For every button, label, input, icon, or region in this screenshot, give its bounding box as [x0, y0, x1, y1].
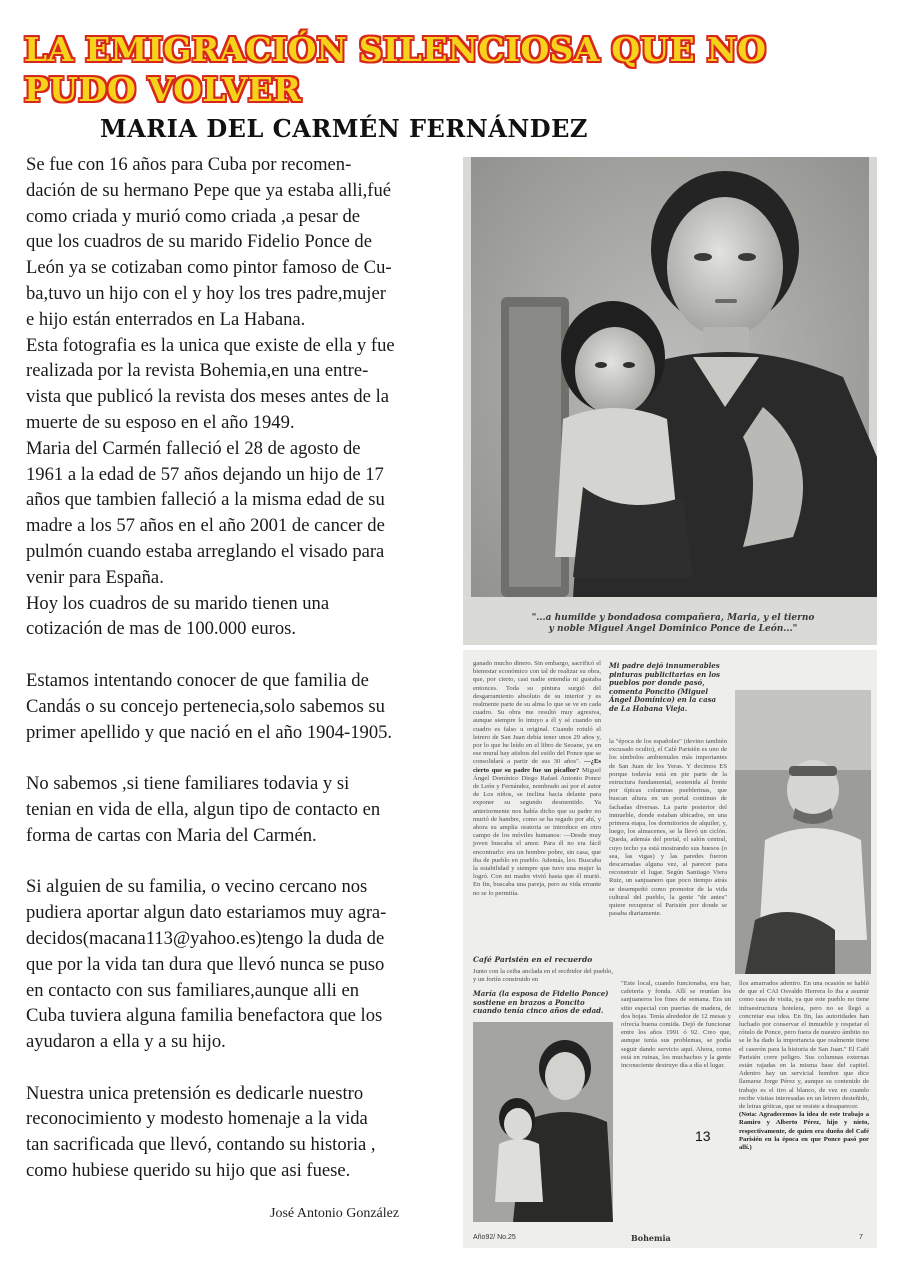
body-line: Nuestra unica pretensión es dedicarle nuestro [26, 1082, 364, 1104]
clip-column-2 [609, 738, 727, 918]
body-blank-line [26, 745, 446, 771]
clip-col1-end: —Desde muy joven buscaba el amor. Para él no era fácil encontrarlo: era un hombre pobre, sin casa, que iba de pueblo en pueblo. Además, leo. Buscaba la estabilidad y siempre que tuvo una mujer la logró. Con mi madre vivió hasta que él murió. En fin, buscaba una pareja, pero su vida errante no se lo permitía. [473, 832, 601, 897]
body-line: vista que publicó la revista dos meses antes de la [26, 386, 389, 408]
clip-col1-question: —¿Es cierto que su padre fue un picaflor? [473, 758, 601, 774]
body-line: madre a los 57 años en el año 2001 de cancer de [26, 515, 385, 537]
body-line: como hubiese querido su hijo que asi fuese. [26, 1160, 351, 1182]
body-line: Estamos intentando conocer de que familia de [26, 669, 369, 691]
body-line: No sabemos ,si tiene familiares todavia y si [26, 773, 350, 795]
clip-column-1 [473, 660, 601, 898]
body-line: León ya se cotizaban como pintor famoso de Cu- [26, 257, 392, 279]
body-line: Se fue con 16 años para Cuba por recomen- [26, 154, 352, 175]
clip-column-4 [739, 980, 869, 1152]
clip-col1-mid: Miguel Ángel Domínico Diego Rafael Antonio Ponce de León y Fernández, nombrado así por el autor de Los niños, se inclina hacia delante para exponer su segundo desmentido. Ya anteriormente nos había dicho que su padre no murió de hambre, como se ha regado por ahí, y ahora su amplia oratoria se introduce en otro campo de los móviles humanos: [473, 766, 601, 840]
man-photo [735, 690, 871, 974]
body-line: dación de su hermano Pepe que ya estaba alli,fué [26, 179, 392, 201]
photo-caption-line-1: "...a humilde y bondadosa compañera, Maria, y el tierno [531, 613, 815, 623]
clip-col4-note: (Nota: Agradecemos la idea de este trabajo a Ramiro y Alberto Pérez, hijo y nieto, respectivamente, de quien era dueño del Café Parisién en la época en que Ponce pasó por allí.) [739, 1111, 869, 1152]
clip-section-text: Junto con la ceiba anclada en el recibidor del pueblo, y un fortín construido en [473, 968, 613, 984]
clip-col4-text: llos amarrados adentro. En una ocasión se habló de que el CAI Osvaldo Herrera lo iba a asumir como casa de visita, ya que este pueblo no tiene infraestructura hotelera, pero no se llegó a concretar esa idea. En fin, las autoridades han luchado por conservar el inmueble y respetar el rótulo de Ponce, pero fuera de nuestro ámbito no se le ha dado la importancia que realmente tiene el caserón para la historia de San Juan." El Café Parisién corre peligro. Sus columnas externas están rajadas en la misma base del capitel. Adentro hay un servicial hombre que dice llamarse Jorge Pérez y, aunque su contenido de trabajo es el tiro al blanco, de vez en cuando recibe visitas interesadas en un letrero desteñido, de letras góticas, que se resiste a desaparecer. [739, 980, 869, 1111]
photo-caption [503, 613, 843, 635]
article-headline [24, 30, 884, 110]
body-line: forma de cartas con Maria del Carmén. [26, 824, 317, 846]
body-line: Cuba tuviera alguna familia benefactora que los [26, 1005, 383, 1027]
body-blank-line [26, 849, 446, 875]
body-line: ba,tuvo un hijo con el y hoy los tres padre,mujer [26, 282, 386, 304]
portrait-photo [463, 157, 877, 645]
headline-line-2: PUDO VOLVER [24, 70, 301, 109]
magazine-clipping [463, 650, 877, 1248]
clip-section-title: Café Parisién en el recuerdo [473, 955, 593, 964]
article-body [26, 152, 446, 1184]
body-line: pudiera aportar algun dato estariamos muy agra- [26, 902, 387, 924]
body-line: e hijo están enterrados en La Habana. [26, 308, 306, 330]
clip-col2-head: Mi padre dejó innumerables pinturas publicitarias en los pueblos por donde pasó, comenta Poncito (Miguel Ángel Domínico) en la casa de La Habana Vieja. [609, 661, 720, 713]
clip-col2-end: Según Santiago Viera Ruiz, un sanjuanero que poco tiempo atrás se desempeñó como promotor de la vida cultural del pueblo, la gente "de antes" quiere recuperar el Parisién por donde se pasaba diariamente. [609, 869, 728, 918]
article-subtitle: MARIA DEL CARMÉN FERNÁNDEZ [100, 114, 588, 143]
clip-small-photo [473, 1022, 613, 1222]
body-line: que por la vida tan dura que llevó nunca se puso [26, 953, 385, 975]
clip-col2-text: la "época de los españoles" (devino también excusado oculto), el Café Parisién es uno de los símbolos ambientales más importantes de San Juan de los Yeras. Y decimos ES porque todavía está en pie parte de la estructura fundamental, sostenida al frente por típicas columnas pueblerinas, que buscan altura en un portal continuo de fachadas diversas. La parte posterior del inmueble, donde estaban ubicados, en una primera etapa, los dormitorios de alquiler, y, luego, los almacenes, se la llevó un ciclón. Queda, además del portal, el salón central, cuyo techo ya está mostrando sus huesos (o sea, las vigas) y las paredes fueron descarnadas alguna vez, al parecer para reconstruir el lugar. [609, 738, 727, 877]
body-line: que los cuadros de su marido Fidelio Ponce de [26, 231, 372, 253]
body-line: primer apellido y que nació en el año 1904-1905. [26, 721, 393, 743]
page-number: 13 [695, 1128, 711, 1144]
body-blank-line [26, 1055, 446, 1081]
headline-line-1: LA EMIGRACIÓN SILENCIOSA QUE NO [24, 30, 767, 69]
body-line: Hoy los cuadros de su marido tienen una [26, 592, 330, 614]
body-line: 1961 a la edad de 57 años dejando un hijo de 17 [26, 463, 384, 485]
body-line: realizada por la revista Bohemia,en una entre- [26, 360, 369, 382]
body-line: Maria del Carmén falleció el 28 de agosto de [26, 437, 361, 459]
body-line: reconocimiento y modesto homenaje a la vida [26, 1108, 368, 1130]
body-line: como criada y murió como criada ,a pesar de [26, 205, 361, 227]
body-line: pulmón cuando estaba arreglando el visado para [26, 540, 385, 562]
clip-photo2-caption: María (la esposa de Fidelio Ponce) sostiene en brazos a Poncito cuando tenía cinco años de edad. [473, 989, 609, 1015]
clip-col1-top: ganado mucho dinero. Sin embargo, sacrificó el bienestar económico con tal de realizar su obra, que, por cierto, casi nadie entendía ni gustaba entonces. Toda su pintura surgió del desgarramiento absoluto de su interior y es realmente parte de su alma lo que se ve en cada cuadro. Su obra me resultó muy agresiva, aunque siempre lo intuyo a él y sé cuando un cuadro es falso u original. Cuando rotuló el letrero de San Juan debía tener unos 29 años y, por lo que he leído en el libro de Seoane, ya en ese mural hay atisbos del estilo del Ponce que se consolidará a partir de sus 30 años". [473, 660, 601, 766]
body-line: venir para España. [26, 566, 164, 588]
body-line: años que tambien falleció a la misma edad de su [26, 489, 385, 511]
photo-caption-line-2: y noble Miguel Angel Dominico Ponce de León..." [548, 624, 798, 634]
body-line: Si alguien de su familia, o vecino cercano nos [26, 876, 368, 898]
mother-child-photo [463, 157, 877, 645]
body-line: tenian en vida de ella, algun tipo de contacto en [26, 798, 381, 820]
body-line: Esta fotografia es la unica que existe de ella y fue [26, 334, 395, 356]
body-line: en contacto con sus familiares,aunque alli en [26, 979, 360, 1001]
body-line: muerte de su esposo en el año 1949. [26, 411, 295, 433]
clip-footer-page: 7 [859, 1234, 863, 1241]
body-line: tan sacrificada que llevó, contando su historia , [26, 1134, 376, 1156]
author-signature: José Antonio González [270, 1206, 400, 1221]
clip-column-3: "Este local, cuando funcionaba, era bar, cafetería y fonda. Allí se reunían los sanjuaneros los fines de semana. Era un sitio especial con puertas de madera, de dos hojas. Tenía alrededor de 12 mesas y ofrecía buena comida. Dejó de funcionar entre los años 1991 ó 92. Creo que, aunque tenía sus problemas, se podía seguir dando servicio aquí. Ahora, como está en ruinas, los muchachos y la gente inconsciente destruye día a día el lugar. [621, 980, 731, 1070]
body-blank-line [26, 642, 446, 668]
clip-footer-magazine: Bohemia [631, 1233, 671, 1243]
body-line: decidos(macana113@yahoo.es)tengo la duda de [26, 927, 385, 949]
clip-footer-issue: Año92/ No.25 [473, 1234, 516, 1241]
body-line: Candás o su concejo pertenecia,solo sabemos su [26, 695, 385, 717]
body-line: cotización de mas de 100.000 euros. [26, 618, 297, 640]
body-line: ayudaron a ella y a su hijo. [26, 1031, 226, 1053]
